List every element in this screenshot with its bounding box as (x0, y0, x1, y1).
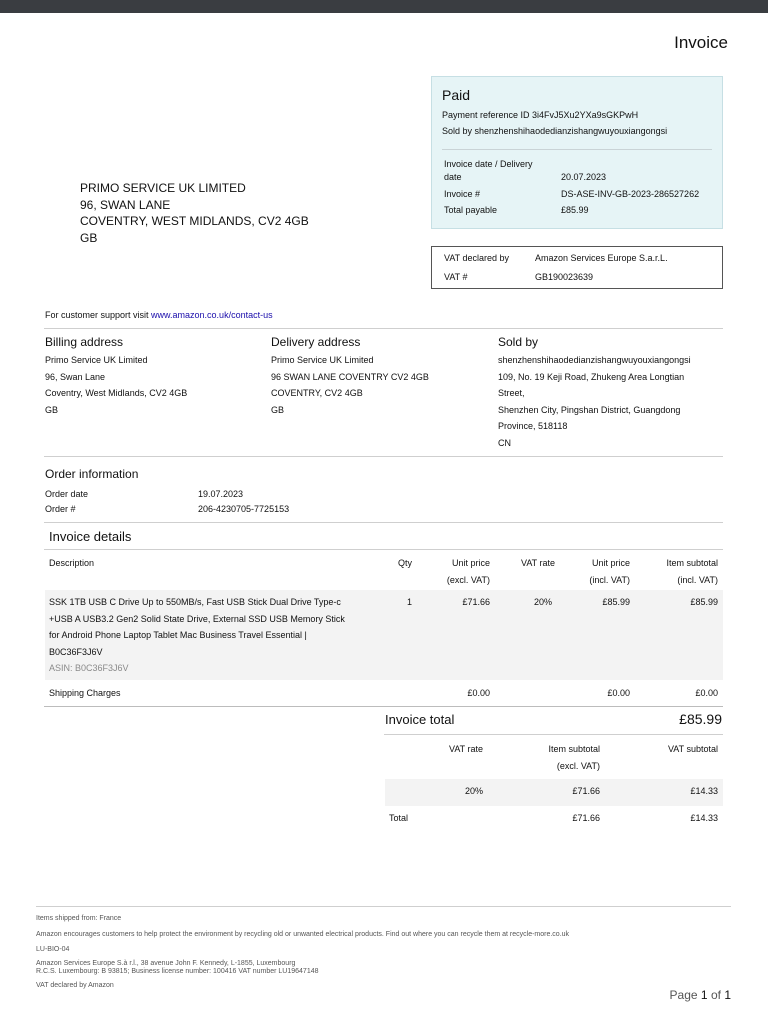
address-line: COVENTRY, CV2 4GB (271, 388, 363, 398)
vat-declared-footer: VAT declared by Amazon (36, 982, 114, 989)
vat-summary-col-subtotal-line: (excl. VAT) (556, 760, 600, 771)
vat-summary-subtotal: £71.66 (572, 786, 600, 796)
vat-total-vat: £14.33 (690, 813, 718, 823)
col-item-subtotal-line: (incl. VAT) (677, 574, 718, 585)
seller-address (498, 352, 691, 451)
item-description-line: +USB A USB3.2 Gen2 Solid State Drive, External SSD USB Memory Stick (49, 613, 345, 624)
recipient-line: 96, SWAN LANE (80, 197, 171, 212)
shipping-subtotal: £0.00 (695, 688, 718, 698)
payment-reference: Payment reference ID 3i4FvJ5Xu2YXa9sGKPwH (442, 110, 639, 120)
invoice-total-label: Invoice total (385, 712, 455, 727)
invoice-date-label: Invoice date / Delivery (444, 159, 533, 169)
company-info-line: Amazon Services Europe S.à r.l., 38 avenue John F. Kennedy, L-1855, Luxembourg (36, 960, 296, 967)
divider (44, 706, 723, 707)
divider (44, 549, 723, 550)
shipped-from: Items shipped from: France (36, 915, 122, 922)
item-asin: ASIN: B0C36F3J6V (49, 663, 129, 673)
item-vat-rate: 20% (533, 597, 552, 607)
total-payable-value: £85.99 (561, 205, 589, 215)
company-info-line: R.C.S. Luxembourg: B 93815; Business license number: 100416 VAT number LU19647148 (36, 967, 319, 975)
page-current: 1 (700, 988, 708, 1002)
col-unit-excl-line: Unit price (451, 558, 490, 568)
item-description-line: for Android Phone Laptop Tablet Mac Business Travel Essential | (49, 630, 307, 640)
page-number (670, 988, 731, 1002)
vat-summary-rate: 20% (464, 786, 483, 796)
billing-address-title: Billing address (45, 335, 124, 349)
vat-declared-label: VAT declared by (444, 253, 510, 263)
footer-divider (36, 906, 731, 907)
item-description-line: SSK 1TB USB C Drive Up to 550MB/s, Fast USB Stick Dual Drive Type-c (49, 597, 341, 607)
invoice-total-value: £85.99 (679, 711, 722, 727)
address-line: Primo Service UK Limited (45, 355, 148, 365)
company-info (36, 960, 319, 975)
customer-support-line (45, 310, 273, 320)
invoice-details-title: Invoice details (49, 529, 132, 544)
shipping-unit-incl: £0.00 (607, 688, 630, 698)
item-unit-incl: £85.99 (602, 597, 630, 607)
item-subtotal: £85.99 (690, 597, 718, 607)
vat-declaration-box (431, 246, 723, 289)
address-line: Coventry, West Midlands, CV2 4GB (45, 388, 188, 398)
vat-declared-value: Amazon Services Europe S.a.r.L. (535, 253, 668, 263)
vat-total-label: Total (389, 813, 409, 823)
recipient-line: COVENTRY, WEST MIDLANDS, CV2 4GB (80, 214, 309, 228)
col-description: Description (49, 558, 95, 568)
address-line: Primo Service UK Limited (271, 355, 374, 365)
col-qty: Qty (397, 558, 412, 568)
environment-notice: Amazon encourages customers to help protect the environment by recycling old or unwanted electrical products. Find out where you can recycle them at recycle-more.co.uk (36, 931, 570, 938)
divider (44, 328, 723, 329)
vat-summary-col-subtotal (520, 741, 600, 774)
address-line: GB (271, 404, 285, 415)
delivery-address-title: Delivery address (271, 335, 361, 349)
address-line: CN (498, 437, 511, 448)
top-bar (0, 0, 768, 13)
address-line: Province, 518118 (498, 421, 568, 431)
invoice-date-value: 20.07.2023 (561, 172, 607, 182)
col-item-subtotal (638, 555, 718, 588)
col-unit-excl-line: (excl. VAT) (446, 574, 490, 585)
item-description-line: B0C36F3J6V (49, 646, 103, 657)
payment-status: Paid (442, 87, 471, 103)
footer-code: LU-BIO-04 (36, 946, 70, 953)
address-line: 109, No. 19 Keji Road, Zhukeng Area Longtian (498, 371, 685, 382)
item-unit-excl: £71.66 (462, 597, 490, 607)
invoice-title: Invoice (674, 33, 728, 52)
recipient-line: GB (80, 230, 98, 245)
address-line: Street, (498, 388, 525, 398)
col-vat-rate: VAT rate (520, 558, 555, 568)
order-date-label: Order date (45, 489, 89, 499)
col-unit-excl (420, 555, 490, 588)
recipient-line: PRIMO SERVICE UK LIMITED (80, 181, 246, 195)
vat-number-label: VAT # (444, 272, 468, 282)
address-line: 96, Swan Lane (45, 371, 106, 382)
sold-by-title: Sold by (498, 335, 539, 349)
divider (442, 149, 712, 150)
shipping-unit-excl: £0.00 (467, 688, 490, 698)
order-number-value: 206-4230705-7725153 (198, 504, 290, 514)
col-unit-incl-line: (incl. VAT) (589, 574, 630, 585)
order-number-label: Order # (45, 504, 76, 514)
vat-summary-col-vat: VAT subtotal (667, 744, 718, 754)
address-line: shenzhenshihaodedianzishangwuyouxiangongsi (498, 355, 691, 365)
address-line: 96 SWAN LANE COVENTRY CV2 4GB (271, 371, 429, 382)
order-date-value: 19.07.2023 (198, 489, 244, 499)
delivery-address (271, 352, 429, 418)
divider (384, 734, 723, 735)
invoice-number-label: Invoice # (444, 189, 481, 199)
total-payable-label: Total payable (444, 205, 498, 215)
support-link[interactable]: www.amazon.co.uk/contact-us (151, 310, 273, 320)
address-line: GB (45, 404, 59, 415)
order-information-title: Order information (45, 467, 139, 481)
billing-address (45, 352, 187, 418)
vat-summary-col-subtotal-line: Item subtotal (548, 744, 600, 754)
col-unit-incl (560, 555, 630, 588)
payment-summary-box (431, 76, 723, 229)
col-unit-incl-line: Unit price (591, 558, 630, 568)
invoice-number-value: DS-ASE-INV-GB-2023-286527262 (561, 189, 700, 199)
vat-total-subtotal: £71.66 (572, 813, 600, 823)
page-total: 1 (724, 988, 731, 1002)
vat-summary-col-rate: VAT rate (448, 744, 483, 754)
shipping-label: Shipping Charges (49, 688, 121, 698)
page-of: of (710, 988, 721, 1002)
payment-sold-by: Sold by shenzhenshihaodedianzishangwuyouxiangongsi (442, 126, 668, 136)
invoice-date-label-cont: date (444, 172, 462, 182)
page-label: Page (669, 988, 698, 1002)
support-text: For customer support visit (45, 310, 152, 320)
item-description (49, 594, 345, 677)
item-qty: 1 (406, 597, 412, 607)
recipient-address (80, 180, 309, 246)
vat-number-value: GB190023639 (535, 272, 594, 282)
divider (44, 456, 723, 457)
divider (44, 522, 723, 523)
col-item-subtotal-line: Item subtotal (666, 558, 718, 568)
vat-summary-vat: £14.33 (690, 786, 718, 796)
address-line: Shenzhen City, Pingshan District, Guangdong (498, 404, 681, 415)
